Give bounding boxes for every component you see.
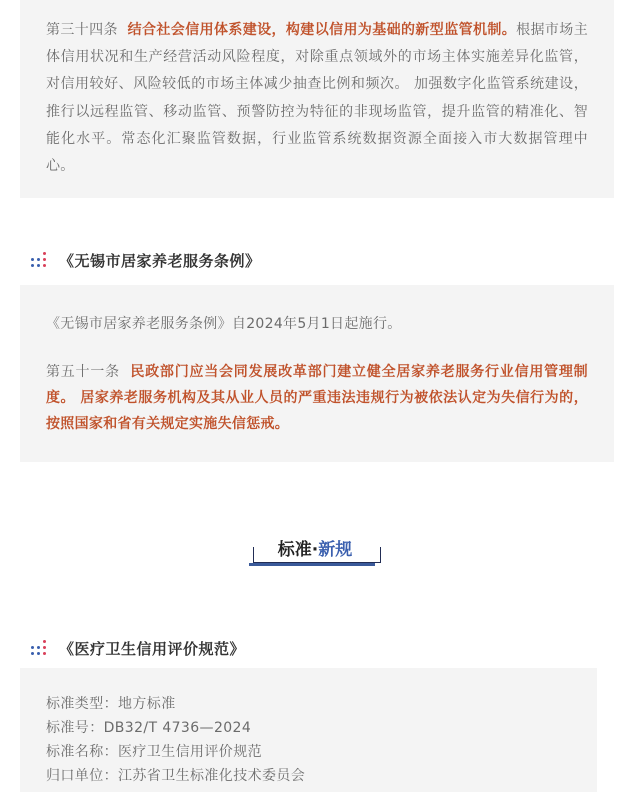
article-34-paragraph xyxy=(46,17,588,180)
standard-number: 标准号：DB32/T 4736—2024 xyxy=(46,720,252,736)
article-51-prefix: 第五十一条 xyxy=(46,364,120,380)
section-title-part2: 新规 xyxy=(318,540,356,560)
dots-grid-icon xyxy=(31,252,47,268)
elderly-care-box xyxy=(20,285,614,462)
article-34-highlight: 结合社会信用体系建设，构建以信用为基础的新型监管机制。 xyxy=(127,22,517,38)
article-34-prefix: 第三十四条 xyxy=(46,22,118,38)
dots-grid-icon xyxy=(31,640,47,656)
section-heading-medical xyxy=(31,636,245,660)
section-title-new-standards xyxy=(249,537,381,565)
medical-standard-box xyxy=(20,668,597,792)
heading-title: 《无锡市居家养老服务条例》 xyxy=(59,251,261,270)
section-heading-elderly xyxy=(31,248,261,272)
section-title-separator: · xyxy=(311,540,319,560)
effective-date-text: 《无锡市居家养老服务条例》自2024年5月1日起施行。 xyxy=(46,316,402,332)
standard-unit: 归口单位：江苏省卫生标准化技术委员会 xyxy=(46,768,306,784)
article-51-paragraph xyxy=(46,359,588,437)
section-title-label xyxy=(249,537,381,563)
title-underbar xyxy=(249,563,375,566)
heading-title: 《医疗卫生信用评价规范》 xyxy=(59,639,246,658)
section-title-part1: 标准 xyxy=(274,540,312,560)
article-51-highlight: 民政部门应当会同发展改革部门建立健全居家养老服务行业信用管理制度。 居家养老服务机构及其从业人员的严重违法违规行为被依法认定为失信行为的，按照国家和省有关规定实施失信惩戒。 xyxy=(46,364,588,432)
article-34-text: 根据市场主体信用状况和生产经营活动风险程度，对除重点领域外的市场主体实施差异化监管，对信用较好、风险较低的市场主体减少抽查比例和频次。 加强数字化监管系统建设，推行以远程监管、移动监管、预警防控为特征的非现场监管，提升监管的精准化、智能化水平。常态化汇聚监管数据，行业监管系统数据资源全面接入市大数据管理中心。 xyxy=(46,22,588,175)
article-34-box xyxy=(20,0,614,198)
standard-name: 标准名称：医疗卫生信用评价规范 xyxy=(46,744,262,760)
standard-type: 标准类型：地方标准 xyxy=(46,696,176,712)
